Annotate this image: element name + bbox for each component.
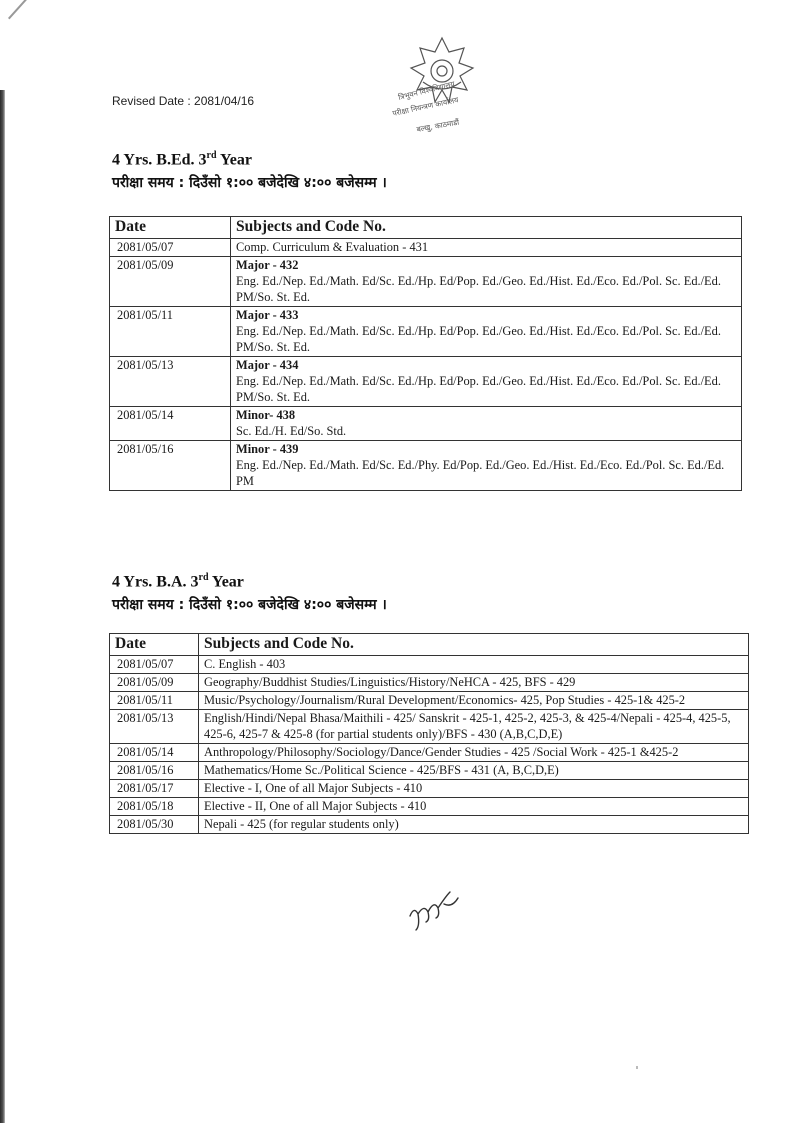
row-subjects: Elective - II, One of all Major Subjects - 410 <box>199 798 749 816</box>
table-row <box>110 692 749 710</box>
row-subjects <box>231 407 742 441</box>
table-row <box>110 307 742 357</box>
scan-speck <box>636 1066 638 1069</box>
row-subjects <box>231 257 742 307</box>
row-subjects <box>231 239 742 257</box>
seal-text-1: त्रिभुवन विश्वविद्यालय <box>397 79 456 102</box>
bed-heading: 4 Yrs. B.Ed. 3rd Year <box>112 150 252 169</box>
table-row <box>110 710 749 744</box>
table-row <box>110 798 749 816</box>
column-header-date: Date <box>110 217 231 239</box>
row-date: 2081/05/11 <box>110 692 199 710</box>
column-header-date: Date <box>110 634 199 656</box>
row-date: 2081/05/17 <box>110 780 199 798</box>
table-row <box>110 407 742 441</box>
row-subjects: English/Hindi/Nepal Bhasa/Maithili - 425/ Sanskrit - 425-1, 425-2, 425-3, & 425-4/Nepali - 425-4, 425-5, 425-6, 425-7 & 425-8 (for partial students only)/BFS - 430 (A,B,C,D,E) <box>199 710 749 744</box>
subject-detail: Comp. Curriculum & Evaluation - 431 <box>236 240 429 254</box>
row-date: 2081/05/16 <box>110 762 199 780</box>
row-subjects <box>231 357 742 407</box>
row-date: 2081/05/16 <box>110 441 231 491</box>
university-seal-stamp <box>383 34 501 146</box>
scan-edge <box>0 90 5 1123</box>
subject-detail: Eng. Ed./Nep. Ed./Math. Ed/Sc. Ed./Hp. Ed/Pop. Ed./Geo. Ed./Hist. Ed./Eco. Ed./Pol. Sc. Ed./Ed. PM/So. St. Ed. <box>236 274 721 304</box>
ba-exam-time: परीक्षा समय : दिउँसो १:०० बजेदेखि ४:०० बजेसम्म । <box>112 597 387 613</box>
scan-artifact-line <box>8 0 70 19</box>
table-row <box>110 780 749 798</box>
ba-heading: 4 Yrs. B.A. 3rd Year <box>112 572 244 591</box>
row-subjects: Mathematics/Home Sc./Political Science - 425/BFS - 431 (A, B,C,D,E) <box>199 762 749 780</box>
subject-group: Major - 432 <box>236 258 299 272</box>
row-subjects: C. English - 403 <box>199 656 749 674</box>
revised-date: Revised Date : 2081/04/16 <box>112 94 255 108</box>
table-row <box>110 257 742 307</box>
table-row <box>110 441 742 491</box>
bed-schedule-table <box>109 216 742 491</box>
table-row <box>110 674 749 692</box>
table-row <box>110 357 742 407</box>
row-subjects <box>231 441 742 491</box>
table-header-row <box>110 217 742 239</box>
row-date: 2081/05/30 <box>110 816 199 834</box>
subject-detail: Eng. Ed./Nep. Ed./Math. Ed/Sc. Ed./Hp. Ed/Pop. Ed./Geo. Ed./Hist. Ed./Eco. Ed./Pol. Sc. Ed./Ed. PM/So. St. Ed. <box>236 324 721 354</box>
row-subjects: Music/Psychology/Journalism/Rural Development/Economics- 425, Pop Studies - 425-1& 425-2 <box>199 692 749 710</box>
table-row <box>110 744 749 762</box>
row-date: 2081/05/18 <box>110 798 199 816</box>
row-date: 2081/05/13 <box>110 710 199 744</box>
row-date: 2081/05/13 <box>110 357 231 407</box>
table-row <box>110 239 742 257</box>
table-row <box>110 762 749 780</box>
bed-exam-time: परीक्षा समय : दिउँसो १:०० बजेदेखि ४:०० बजेसम्म । <box>112 175 387 191</box>
row-subjects: Elective - I, One of all Major Subjects - 410 <box>199 780 749 798</box>
seal-text-3: बल्खु, काठमाडौं <box>415 117 460 134</box>
column-header-subjects: Subjects and Code No. <box>231 217 742 239</box>
row-date: 2081/05/14 <box>110 407 231 441</box>
row-subjects: Anthropology/Philosophy/Sociology/Dance/Gender Studies - 425 /Social Work - 425-1 &425-2 <box>199 744 749 762</box>
row-date: 2081/05/09 <box>110 674 199 692</box>
subject-group: Minor- 438 <box>236 408 296 422</box>
subject-group: Major - 433 <box>236 308 299 322</box>
row-date: 2081/05/07 <box>110 239 231 257</box>
column-header-subjects: Subjects and Code No. <box>199 634 749 656</box>
seal-text-2: परीक्षा नियन्त्रण कार्यालय <box>391 95 460 118</box>
subject-detail: Eng. Ed./Nep. Ed./Math. Ed/Sc. Ed./Hp. Ed/Pop. Ed./Geo. Ed./Hist. Ed./Eco. Ed./Pol. Sc. Ed./Ed. PM/So. St. Ed. <box>236 374 721 404</box>
subject-detail: Sc. Ed./H. Ed/So. Std. <box>236 424 347 438</box>
row-subjects: Nepali - 425 (for regular students only) <box>199 816 749 834</box>
row-date: 2081/05/07 <box>110 656 199 674</box>
subject-group: Minor - 439 <box>236 442 299 456</box>
row-date: 2081/05/11 <box>110 307 231 357</box>
table-row <box>110 656 749 674</box>
table-header-row <box>110 634 749 656</box>
ba-schedule-table <box>109 633 749 834</box>
handwritten-signature <box>404 886 462 936</box>
table-row <box>110 816 749 834</box>
row-subjects <box>231 307 742 357</box>
row-date: 2081/05/09 <box>110 257 231 307</box>
row-date: 2081/05/14 <box>110 744 199 762</box>
row-subjects: Geography/Buddhist Studies/Linguistics/History/NeHCA - 425, BFS - 429 <box>199 674 749 692</box>
subject-detail: Eng. Ed./Nep. Ed./Math. Ed/Sc. Ed./Phy. Ed/Pop. Ed./Geo. Ed./Hist. Ed./Eco. Ed./Pol. Sc. Ed./Ed. PM <box>236 458 725 488</box>
subject-group: Major - 434 <box>236 358 299 372</box>
